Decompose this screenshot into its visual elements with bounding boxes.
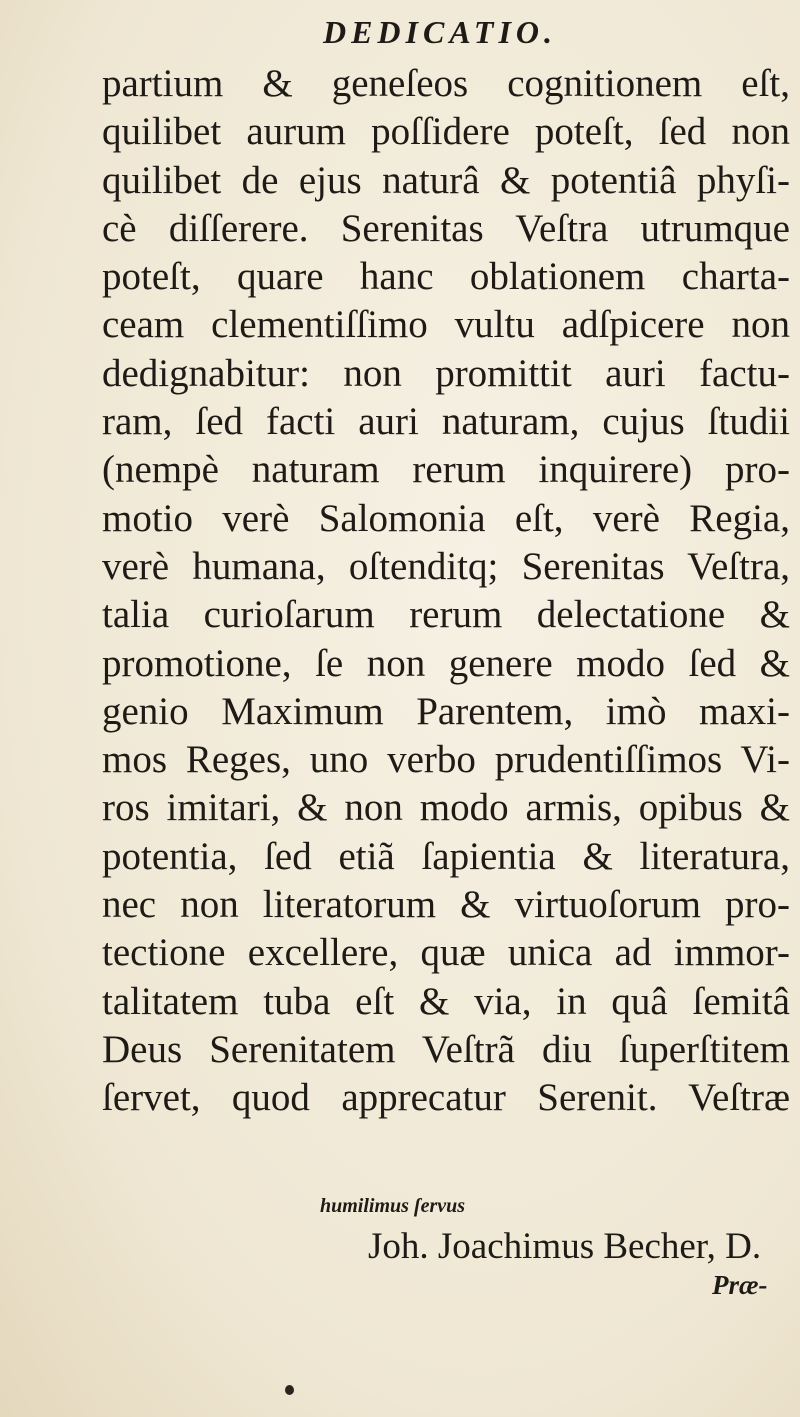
text-line: talitatem tuba eſt & via, in quâ ſemitâ [102,979,790,1023]
text-line: promotione, ſe non genere modo ſed & [102,641,790,685]
text-line: genio Maximum Parentem, imò maxi- [102,689,790,733]
text-line: ram, ſed facti auri naturam, cujus ſtudii [102,400,790,444]
text-line: nec non literatorum & virtuoſorum pro- [102,883,790,927]
text-line: talia curioſarum rerum delectatione & [102,593,790,637]
text-line: motio verè Salomonia eſt, verè Regia, [102,496,790,540]
text-line: poteſt, quare hanc oblationem charta- [102,255,790,299]
running-header: DEDICATIO. [322,14,558,50]
text-line: verè humana, oſtenditq; Serenitas Veſtra, [102,544,790,588]
ink-spot [285,1385,294,1395]
text-line: ſervet, quod apprecatur Serenit. Veſtræ [102,1076,790,1120]
text-line: mos Reges, uno verbo prudentiſſimos Vi- [102,738,790,782]
text-line: tectione excellere, quæ unica ad immor- [102,931,790,975]
text-line: potentia, ſed etiã ſapientia & literatura, [102,834,790,878]
catchword: Præ- [712,1270,768,1300]
text-line: Deus Serenitatem Veſtrã diu ſuperſtitem [102,1027,790,1071]
signature-name: Joh. Joachimus Becher, D. [368,1226,762,1267]
text-line: partium & geneſeos cognitionem eſt, [102,62,790,105]
signature-title: humilimus ſervus [320,1195,466,1217]
text-line: ros imitari, & non modo armis, opibus & [102,786,790,830]
text-line: (nempè naturam rerum inquirere) pro- [102,448,790,492]
text-line: quilibet aurum poſſidere poteſt, ſed non [102,110,790,154]
text-line: quilibet de ejus naturâ & potentiâ phyſi- [102,158,790,202]
body-text [102,60,790,1123]
text-line: cè diſſerere. Serenitas Veſtra utrumque [102,206,790,250]
text-line: dedignabitur: non promittit auri factu- [102,351,790,395]
text-line: ceam clementiſſimo vultu adſpicere non [102,303,790,347]
